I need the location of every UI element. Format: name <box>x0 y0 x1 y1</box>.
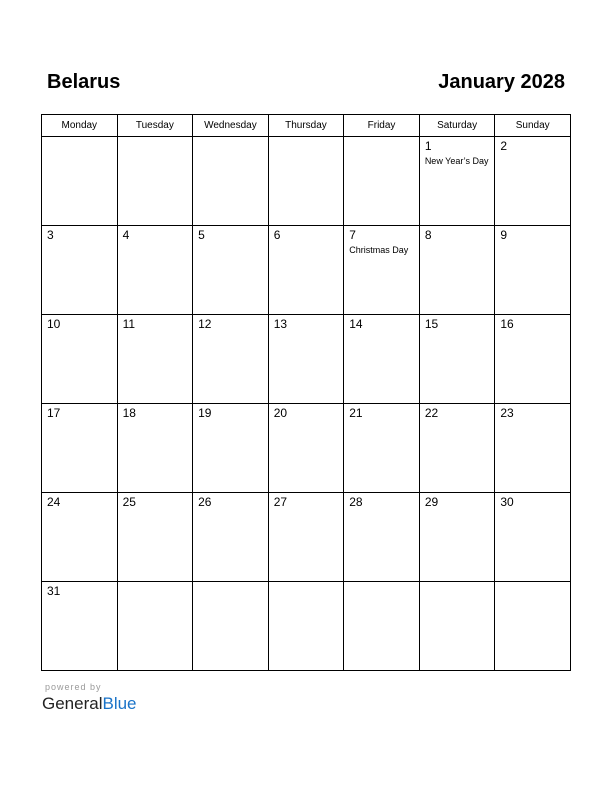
day-cell <box>42 582 118 671</box>
day-number: 23 <box>500 406 514 420</box>
day-cell <box>495 137 571 226</box>
country-title: Belarus <box>47 71 121 93</box>
day-cell <box>419 226 495 315</box>
weekday-header-row <box>42 115 571 137</box>
day-cell <box>117 226 193 315</box>
day-number: 31 <box>47 584 61 598</box>
day-number: 5 <box>198 228 205 242</box>
day-cell <box>268 315 344 404</box>
day-cell <box>344 226 420 315</box>
day-number: 6 <box>273 228 281 242</box>
day-number: 3 <box>47 228 54 242</box>
day-number: 22 <box>424 406 439 420</box>
weekday-tuesday: Tuesday <box>117 115 193 137</box>
day-cell <box>419 404 495 493</box>
day-cell <box>117 582 193 671</box>
day-cell <box>419 493 495 582</box>
day-number: 30 <box>500 495 514 509</box>
day-number: 10 <box>47 317 61 331</box>
day-number: 7 <box>349 228 356 242</box>
day-cell <box>117 137 193 226</box>
week-row <box>42 137 571 226</box>
day-number: 16 <box>500 317 514 331</box>
day-cell <box>495 582 571 671</box>
day-cell <box>117 404 193 493</box>
weekday-friday: Friday <box>344 115 420 137</box>
day-cell <box>42 226 118 315</box>
generalblue-logo <box>42 694 137 714</box>
day-number: 1 <box>424 139 432 153</box>
day-number: 4 <box>122 228 130 242</box>
day-cell <box>344 582 420 671</box>
day-number: 19 <box>198 406 212 420</box>
day-cell <box>419 315 495 404</box>
holiday-label: Christmas Day <box>349 245 409 255</box>
week-row <box>42 226 571 315</box>
day-number: 12 <box>198 317 212 331</box>
day-cell <box>117 493 193 582</box>
day-number: 9 <box>500 228 508 242</box>
week-row <box>42 404 571 493</box>
brand-blue-text: Blue <box>102 694 137 713</box>
powered-by-label: powered by <box>45 682 102 692</box>
day-number: 8 <box>424 228 432 242</box>
day-cell <box>419 137 495 226</box>
weekday-sunday: Sunday <box>495 115 571 137</box>
day-number: 25 <box>122 495 136 509</box>
day-cell <box>495 226 571 315</box>
day-number: 17 <box>47 406 61 420</box>
day-cell <box>344 404 420 493</box>
day-number: 28 <box>349 495 363 509</box>
day-number: 27 <box>273 495 288 509</box>
day-cell <box>42 315 118 404</box>
holiday-label: New Year’s Day <box>424 156 489 166</box>
day-number: 15 <box>424 317 439 331</box>
brand-general-text: General <box>42 694 103 713</box>
day-cell <box>419 582 495 671</box>
day-number: 11 <box>122 317 136 331</box>
day-number: 2 <box>500 139 508 153</box>
day-cell <box>193 315 269 404</box>
day-cell <box>193 493 269 582</box>
day-number: 14 <box>349 317 363 331</box>
day-number: 29 <box>424 495 439 509</box>
week-row <box>42 315 571 404</box>
day-number: 20 <box>273 406 288 420</box>
day-cell <box>268 582 344 671</box>
calendar-body <box>42 137 571 671</box>
day-number: 21 <box>349 406 363 420</box>
week-row <box>42 582 571 671</box>
day-cell <box>42 404 118 493</box>
day-cell <box>268 226 344 315</box>
day-cell <box>42 137 118 226</box>
day-cell <box>268 137 344 226</box>
day-cell <box>193 226 269 315</box>
weekday-thursday: Thursday <box>268 115 344 137</box>
day-cell <box>268 493 344 582</box>
day-cell <box>268 404 344 493</box>
weekday-wednesday: Wednesday <box>193 115 269 137</box>
day-cell <box>495 315 571 404</box>
day-cell <box>193 137 269 226</box>
day-cell <box>193 582 269 671</box>
day-cell <box>344 315 420 404</box>
day-number: 24 <box>47 495 61 509</box>
day-cell <box>42 493 118 582</box>
day-number: 18 <box>122 406 136 420</box>
day-cell <box>344 137 420 226</box>
month-title: January 2028 <box>438 71 565 93</box>
day-number: 26 <box>198 495 212 509</box>
calendar-grid <box>41 114 571 671</box>
week-row <box>42 493 571 582</box>
weekday-monday: Monday <box>42 115 118 137</box>
weekday-saturday: Saturday <box>419 115 495 137</box>
day-cell <box>344 493 420 582</box>
day-number: 13 <box>273 317 288 331</box>
day-cell <box>495 404 571 493</box>
day-cell <box>495 493 571 582</box>
day-cell <box>193 404 269 493</box>
day-cell <box>117 315 193 404</box>
